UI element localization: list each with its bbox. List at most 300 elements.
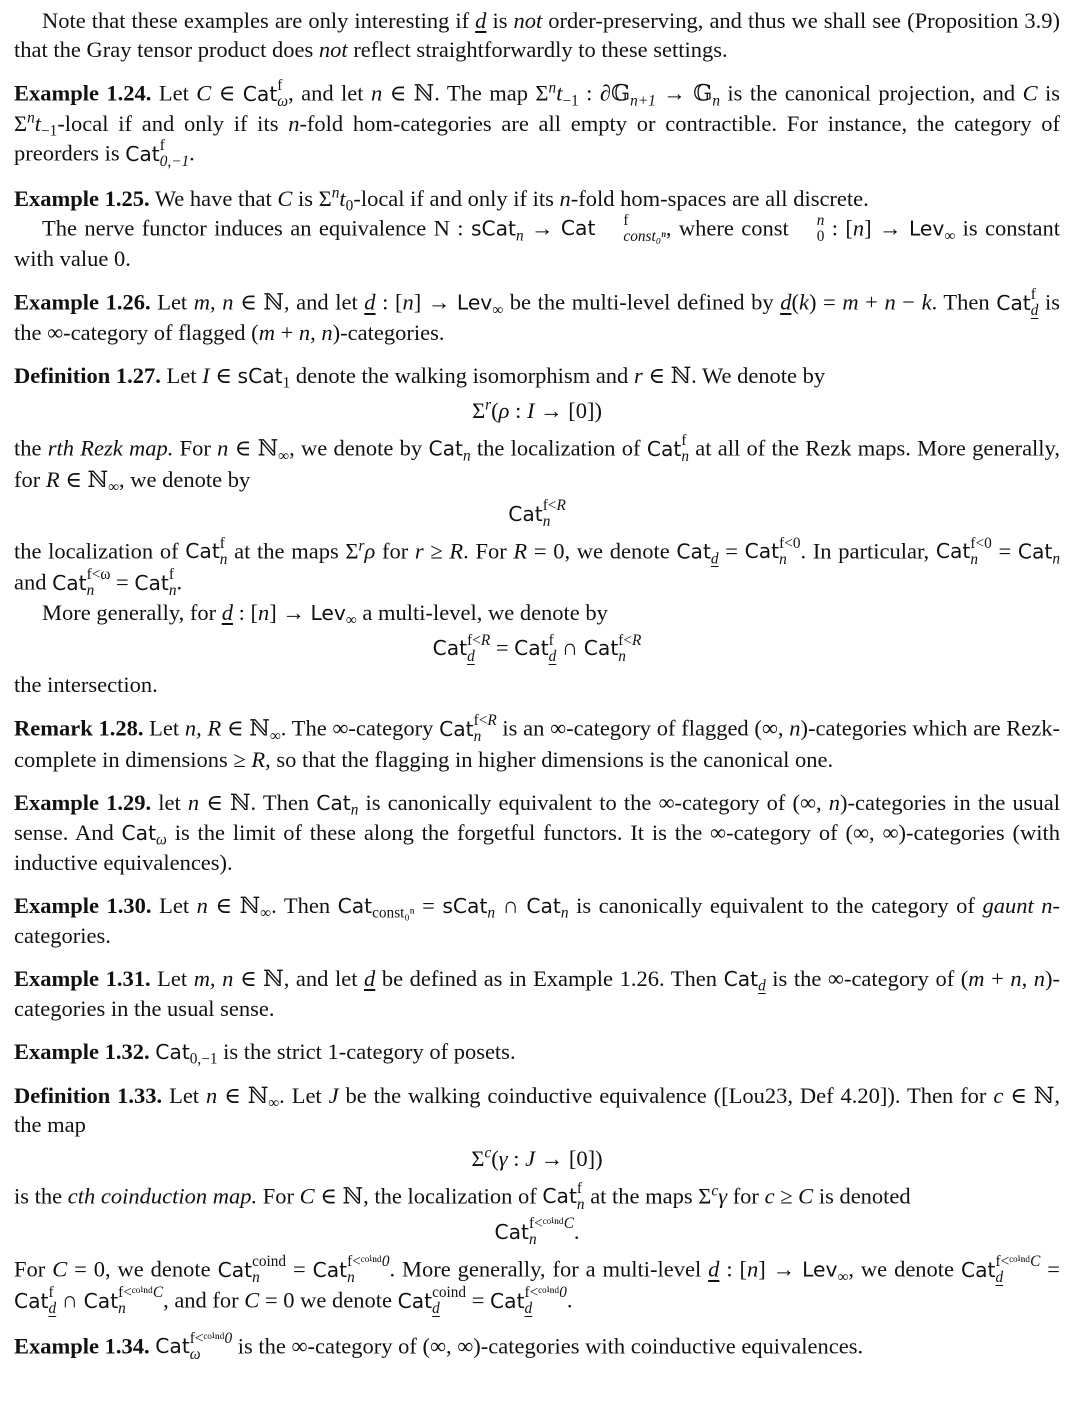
math-sf: Cat xyxy=(542,1184,577,1209)
example-1-26 xyxy=(14,287,1060,347)
subscript: d xyxy=(1030,302,1039,320)
math-sf: Cat xyxy=(397,1289,433,1314)
text: the localization of xyxy=(14,538,186,564)
text: for xyxy=(375,538,415,564)
math-var: t xyxy=(34,111,42,137)
text: ∈ ℕ, and let xyxy=(233,289,365,315)
superscript-text: f<ω xyxy=(86,566,111,584)
text: . Let xyxy=(279,1082,329,1108)
note-paragraph xyxy=(14,6,1060,64)
text: ≥ xyxy=(423,538,450,564)
math-sf: Cat xyxy=(14,1289,49,1314)
theorem-label: Example 1.34. xyxy=(14,1333,150,1359)
math-var: t xyxy=(339,185,346,211)
text: )-categories which are Rezk-complete in dimensions ≥ xyxy=(14,716,1061,772)
cat-symbol xyxy=(494,1215,574,1249)
text: ∈ ℕ. The map Σ xyxy=(382,80,549,106)
math-var: J xyxy=(328,1082,339,1108)
superscript-text: f<0 xyxy=(970,534,992,552)
theorem-label: Example 1.24. xyxy=(14,80,152,106)
sup-sub xyxy=(432,1285,466,1316)
example-1-30 xyxy=(14,891,1060,950)
math-var-underlined: d xyxy=(221,600,233,626)
math-sf: Lev xyxy=(310,601,346,626)
math-sf: Cat xyxy=(155,1039,190,1064)
math-sf: Cat xyxy=(217,1257,253,1282)
subscript: n xyxy=(970,550,979,568)
text: at the maps Σ xyxy=(584,1183,712,1209)
subscript: ∞ xyxy=(108,478,120,496)
example-1-24 xyxy=(14,78,1060,170)
math-var: ρ xyxy=(364,538,376,564)
text: . The ∞-category xyxy=(280,716,440,742)
subscript: −1 xyxy=(562,92,579,110)
text: For xyxy=(173,436,218,462)
text: The nerve functor induces an equivalence N : xyxy=(42,215,471,241)
subscript: n xyxy=(576,1195,585,1213)
superscript: n xyxy=(27,109,35,127)
cat-symbol xyxy=(397,1284,467,1318)
text: is denoted xyxy=(813,1183,911,1209)
text: . For xyxy=(463,538,514,564)
text: Let xyxy=(151,892,197,918)
superscript xyxy=(543,498,566,513)
text: , where const xyxy=(665,215,789,241)
text: is the ∞-category of ( xyxy=(765,965,969,991)
text: order-preserving, and thus we shall see (Proposition 3.9) that the Gray tensor product does xyxy=(14,8,1060,62)
subscript: n xyxy=(168,582,177,600)
sup-sub xyxy=(49,1285,57,1316)
text: We have that xyxy=(149,185,278,211)
sup-sub xyxy=(118,1285,163,1316)
text: ∈ ℕ xyxy=(59,466,109,492)
theorem-label: Example 1.25. xyxy=(14,185,150,211)
cat-symbol xyxy=(542,1179,585,1213)
superscript xyxy=(87,567,111,582)
text: is Σ xyxy=(14,80,1061,137)
text: : xyxy=(509,398,527,424)
cat-symbol xyxy=(14,1284,57,1318)
subscript: d xyxy=(548,647,557,665)
subscript: const₀ⁿ xyxy=(372,904,415,922)
math-var: n xyxy=(852,215,865,241)
cat-symbol xyxy=(490,1284,567,1318)
math-sf: Cat xyxy=(996,290,1031,315)
text: denote the walking isomorphism and xyxy=(290,363,634,389)
text: ∩ xyxy=(556,635,584,661)
text: = xyxy=(110,569,135,595)
text: is constant with value 0. xyxy=(14,215,1061,272)
theorem-label: Example 1.32. xyxy=(14,1038,150,1064)
math-var: k xyxy=(798,289,809,315)
subscript: n xyxy=(462,447,471,465)
math-var: C xyxy=(277,185,293,211)
subscript: 0,−1 xyxy=(189,1050,218,1068)
nerve-paragraph xyxy=(14,213,1060,273)
math-var: k xyxy=(921,289,932,315)
emphasis: not xyxy=(513,8,543,33)
superscript-var: R xyxy=(556,497,566,515)
subscript: d xyxy=(467,647,475,665)
text: → 𝔾 xyxy=(655,80,713,106)
subscript: d xyxy=(710,550,719,567)
text: = 0, we denote xyxy=(527,538,677,564)
text: ∈ ℕ, and let xyxy=(233,965,365,991)
math-var: c xyxy=(764,1183,775,1209)
cat-symbol xyxy=(125,137,190,171)
math-sf: Cat xyxy=(428,437,463,462)
text: → xyxy=(523,215,561,241)
superscript xyxy=(467,633,490,648)
superscript: n xyxy=(331,184,340,202)
text: Let xyxy=(143,716,185,742)
text: at the maps Σ xyxy=(227,538,359,564)
text: ∈ xyxy=(211,80,243,106)
text: − xyxy=(895,289,922,315)
sup-sub xyxy=(277,78,288,109)
text: -local if and only if its xyxy=(57,111,289,137)
subscript: ∞ xyxy=(268,1094,280,1112)
math-var: n xyxy=(828,789,840,815)
math-var: n xyxy=(298,320,311,346)
subscript: n xyxy=(515,226,524,244)
emphasis: rth Rezk map. xyxy=(47,436,174,462)
text: + xyxy=(858,289,885,315)
subscript: ω xyxy=(277,93,289,111)
text: . xyxy=(189,141,195,167)
text: ≥ xyxy=(774,1183,799,1209)
math-sf: Cat xyxy=(1017,539,1053,564)
superscript xyxy=(160,138,189,153)
theorem-label: Definition 1.27. xyxy=(14,363,161,389)
subscript: n xyxy=(712,92,721,110)
subscript: n xyxy=(1052,550,1060,567)
superscript-text: f< xyxy=(473,712,488,730)
emphasis: not xyxy=(318,37,348,62)
math-var: n xyxy=(747,1256,759,1282)
math-var: n, R xyxy=(184,716,222,742)
math-var: ρ xyxy=(498,398,510,424)
math-sf: Cat xyxy=(242,81,278,106)
superscript xyxy=(432,1285,466,1300)
subscript: ω xyxy=(156,831,167,849)
math-sf: Cat xyxy=(514,636,549,661)
text: = 0, we denote xyxy=(67,1256,218,1282)
coinduction-paragraph xyxy=(14,1181,1060,1212)
math-var: m, n xyxy=(193,965,234,991)
superscript-text: f xyxy=(48,1284,54,1302)
math-sf: Cat xyxy=(125,142,160,167)
cat-symbol xyxy=(514,631,557,665)
math-sf: Cat xyxy=(744,539,780,564)
math-var: t xyxy=(556,80,563,106)
math-var: n xyxy=(789,716,801,742)
math-var-underlined: d xyxy=(364,289,376,315)
superscript-text: f< xyxy=(467,631,481,649)
math-var: n xyxy=(884,289,896,315)
text: ∈ ℕ, the map xyxy=(14,1082,1060,1137)
math-var: n xyxy=(370,80,383,106)
sup-sub xyxy=(595,213,665,244)
theorem-label: Example 1.29. xyxy=(14,789,152,815)
math-sf: Cat xyxy=(316,790,351,815)
subscript: n xyxy=(681,448,689,466)
math-var: n xyxy=(217,436,229,462)
text: is the canonical projection, and xyxy=(720,80,1023,106)
example-1-29 xyxy=(14,788,1060,877)
subscript: n xyxy=(350,801,359,819)
cat-symbol xyxy=(432,631,491,665)
superscript-var: R xyxy=(480,631,491,649)
math-var: n xyxy=(1041,892,1053,918)
text: , we denote by xyxy=(289,436,429,462)
superscript-text: f xyxy=(548,631,554,649)
theorem-label: Definition 1.33. xyxy=(14,1082,163,1108)
text: Let xyxy=(162,1082,206,1108)
subscript: ∞ xyxy=(944,226,956,244)
text: ( xyxy=(791,289,799,315)
superscript xyxy=(995,1254,1040,1269)
math-var: C xyxy=(52,1256,68,1282)
subscript: 0 xyxy=(345,197,354,215)
sup-sub xyxy=(543,498,566,529)
text: ∈ ℕ. Then xyxy=(199,789,317,815)
superscript-text: f xyxy=(576,1179,583,1197)
text: is xyxy=(486,8,514,33)
subscript: n xyxy=(560,904,569,922)
math-var: C xyxy=(798,1183,814,1209)
cat-symbol xyxy=(996,286,1039,320)
subscript: n xyxy=(542,513,551,531)
math-sf: Cat xyxy=(337,893,373,918)
math-var: n xyxy=(187,789,200,815)
superscript xyxy=(577,1181,585,1196)
text: Let xyxy=(150,289,194,315)
text: . More generally, for a multi-level xyxy=(389,1256,709,1282)
superscript-text: f<ᶜᵒⁱⁿᵈ xyxy=(524,1284,560,1302)
superscript-text: f< xyxy=(542,497,557,515)
superscript: n xyxy=(548,79,557,97)
cat-symbol xyxy=(217,1253,287,1287)
text: ( xyxy=(491,1145,499,1171)
math-sf: Cat xyxy=(490,1289,525,1314)
display-cat-coind xyxy=(14,1216,1060,1248)
math-sf: Cat xyxy=(723,966,759,991)
cat-symbol xyxy=(242,77,289,111)
cat-symbol xyxy=(560,211,666,245)
sup-sub xyxy=(474,713,497,744)
text: ] → xyxy=(864,215,909,241)
math-sf: sCat xyxy=(442,893,488,918)
text: . In particular, xyxy=(800,538,936,564)
display-rezk-map xyxy=(14,395,1060,427)
text: a multi-level, we denote by xyxy=(356,600,608,626)
superscript-text: f xyxy=(1030,286,1036,304)
text: , and for xyxy=(163,1288,245,1314)
math-sf: Cat xyxy=(155,1334,190,1359)
text: For xyxy=(257,1183,300,1209)
text: Note that these examples are only interesting if xyxy=(42,8,476,33)
sup-sub xyxy=(467,633,490,664)
subscript: n xyxy=(473,728,482,746)
text: reflect straightforwardly to these settings. xyxy=(347,37,728,62)
text: : [ xyxy=(824,215,853,241)
superscript-var: C xyxy=(152,1284,164,1302)
math-sf: Lev xyxy=(456,290,493,315)
math-var: C xyxy=(244,1288,260,1314)
example-1-32 xyxy=(14,1037,1060,1067)
superscript-text: f xyxy=(159,137,165,155)
text: is an ∞-category of flagged (∞, xyxy=(496,716,790,742)
math-sf: Cat xyxy=(526,893,561,918)
text: )-categories in the usual sense. xyxy=(14,965,1061,1021)
theorem-label: Example 1.26. xyxy=(14,289,151,315)
math-sf: Cat xyxy=(494,1220,529,1245)
text: = xyxy=(1040,1256,1060,1282)
superscript-var: R xyxy=(632,631,642,649)
sup-sub xyxy=(789,213,825,244)
math-var: n xyxy=(288,111,300,137)
superscript xyxy=(970,536,991,551)
superscript xyxy=(529,1216,574,1231)
subscript: d xyxy=(995,1269,1004,1287)
subscript: n xyxy=(487,904,496,922)
superscript xyxy=(49,1285,57,1300)
math-var: n xyxy=(559,185,571,211)
math-var: n xyxy=(196,892,208,918)
text: : [ xyxy=(375,289,403,315)
text: at all of the Rezk maps. More generally, for xyxy=(14,436,1060,492)
sup-sub xyxy=(252,1254,286,1285)
superscript xyxy=(618,633,641,648)
math-sf: Cat xyxy=(52,570,87,595)
superscript-text: f<ᶜᵒⁱⁿᵈ xyxy=(118,1284,153,1302)
text: )-categories in the usual sense. And xyxy=(14,789,1061,845)
text: for xyxy=(727,1183,765,1209)
text: is the ∞-category of (∞, ∞)-categories with coinductive equivalences. xyxy=(232,1333,864,1359)
superscript: c xyxy=(711,1182,719,1200)
math-var-underlined: d xyxy=(780,289,792,315)
cat-symbol xyxy=(439,712,497,746)
text: ∈ ℕ xyxy=(221,716,270,742)
math-sf: Cat xyxy=(676,539,711,564)
math-var: C xyxy=(196,80,212,106)
math-sf: Cat xyxy=(83,1289,119,1314)
text: . xyxy=(176,569,183,595)
math-var: R xyxy=(513,538,528,564)
definition-1-33 xyxy=(14,1081,1060,1139)
text: = xyxy=(466,1288,491,1314)
subscript: d xyxy=(524,1300,533,1318)
theorem-label: Remark 1.28. xyxy=(14,716,144,742)
display-coinduction-map xyxy=(14,1143,1060,1175)
math-var-underlined: d xyxy=(708,1256,720,1282)
text: be defined as in Example 1.26. Then xyxy=(375,965,724,991)
text: be the multi-level defined by xyxy=(503,289,781,315)
text: , we denote xyxy=(848,1256,961,1282)
sup-sub xyxy=(970,536,991,567)
text: → [0]) xyxy=(534,398,602,424)
display-intersection xyxy=(14,632,1060,664)
theorem-label: Example 1.31. xyxy=(14,965,151,991)
superscript-var: R xyxy=(487,712,497,730)
superscript-text: f xyxy=(623,211,629,229)
math-sf: Cat xyxy=(560,216,596,241)
superscript xyxy=(252,1254,286,1269)
subscript: ∞ xyxy=(269,727,281,745)
text: the xyxy=(14,436,48,462)
sup-sub xyxy=(190,1331,232,1362)
text: = xyxy=(414,892,443,918)
text: = 0 we denote xyxy=(259,1288,398,1314)
rezk-map-paragraph xyxy=(14,432,1060,496)
math-var: c xyxy=(993,1082,1004,1108)
text: For xyxy=(14,1256,53,1282)
superscript-text: f<ᶜᵒⁱⁿᵈ xyxy=(347,1253,382,1271)
emphasis: cth coinduction map. xyxy=(67,1183,258,1209)
math-sf: Cat xyxy=(312,1257,348,1282)
subscript: d xyxy=(758,977,766,995)
math-var: R xyxy=(251,746,266,772)
subscript: n xyxy=(618,647,626,665)
text: -fold hom-categories are all empty or contractible. For instance, the category of preorders is xyxy=(14,111,1061,167)
text: is the xyxy=(14,1183,68,1209)
text: , we denote by xyxy=(119,466,251,492)
subscript: ω xyxy=(189,1345,201,1363)
superscript-text: f xyxy=(168,566,174,584)
text: More generally, for xyxy=(42,600,222,626)
cat-symbol xyxy=(155,1329,233,1363)
cat-symbol xyxy=(935,534,992,568)
text: ∈ xyxy=(209,363,238,389)
superscript xyxy=(277,78,288,93)
math-sf: Lev xyxy=(802,1257,838,1282)
text: -categories. xyxy=(14,892,1061,948)
superscript-text: f xyxy=(277,77,283,94)
theorem-label: Example 1.30. xyxy=(14,892,152,918)
text: . xyxy=(573,1219,580,1245)
text: and xyxy=(14,569,53,595)
superscript-text: f<ᶜᵒⁱⁿᵈ xyxy=(189,1329,225,1347)
sup-sub xyxy=(529,1216,574,1247)
sup-sub xyxy=(347,1254,389,1285)
text: + xyxy=(274,320,299,346)
text: : [ xyxy=(232,600,258,626)
superscript-text: f<ᶜᵒⁱⁿᵈ xyxy=(995,1253,1031,1271)
text: = xyxy=(490,635,515,661)
superscript: r xyxy=(485,396,492,414)
text: : [ xyxy=(719,1256,747,1282)
math-var: J xyxy=(525,1145,536,1171)
text: ] → xyxy=(269,600,311,626)
superscript: c xyxy=(484,1144,492,1162)
math-var: r xyxy=(633,363,643,389)
text: is the ∞-category of flagged ( xyxy=(14,289,1060,346)
text: , xyxy=(1021,965,1034,991)
text: ∈ ℕ xyxy=(207,892,261,918)
subscript: n xyxy=(347,1269,355,1287)
text: . Then xyxy=(271,892,338,918)
subscript: const₀ⁿ xyxy=(623,227,666,245)
superscript: n xyxy=(816,211,825,229)
example-1-25 xyxy=(14,184,1060,213)
math-var: C xyxy=(1022,80,1038,106)
cat-symbol xyxy=(52,566,111,600)
superscript xyxy=(595,213,665,228)
text: is canonically equivalent to the category of xyxy=(568,892,983,918)
text: : xyxy=(507,1145,526,1171)
text: Σ xyxy=(471,1145,485,1171)
